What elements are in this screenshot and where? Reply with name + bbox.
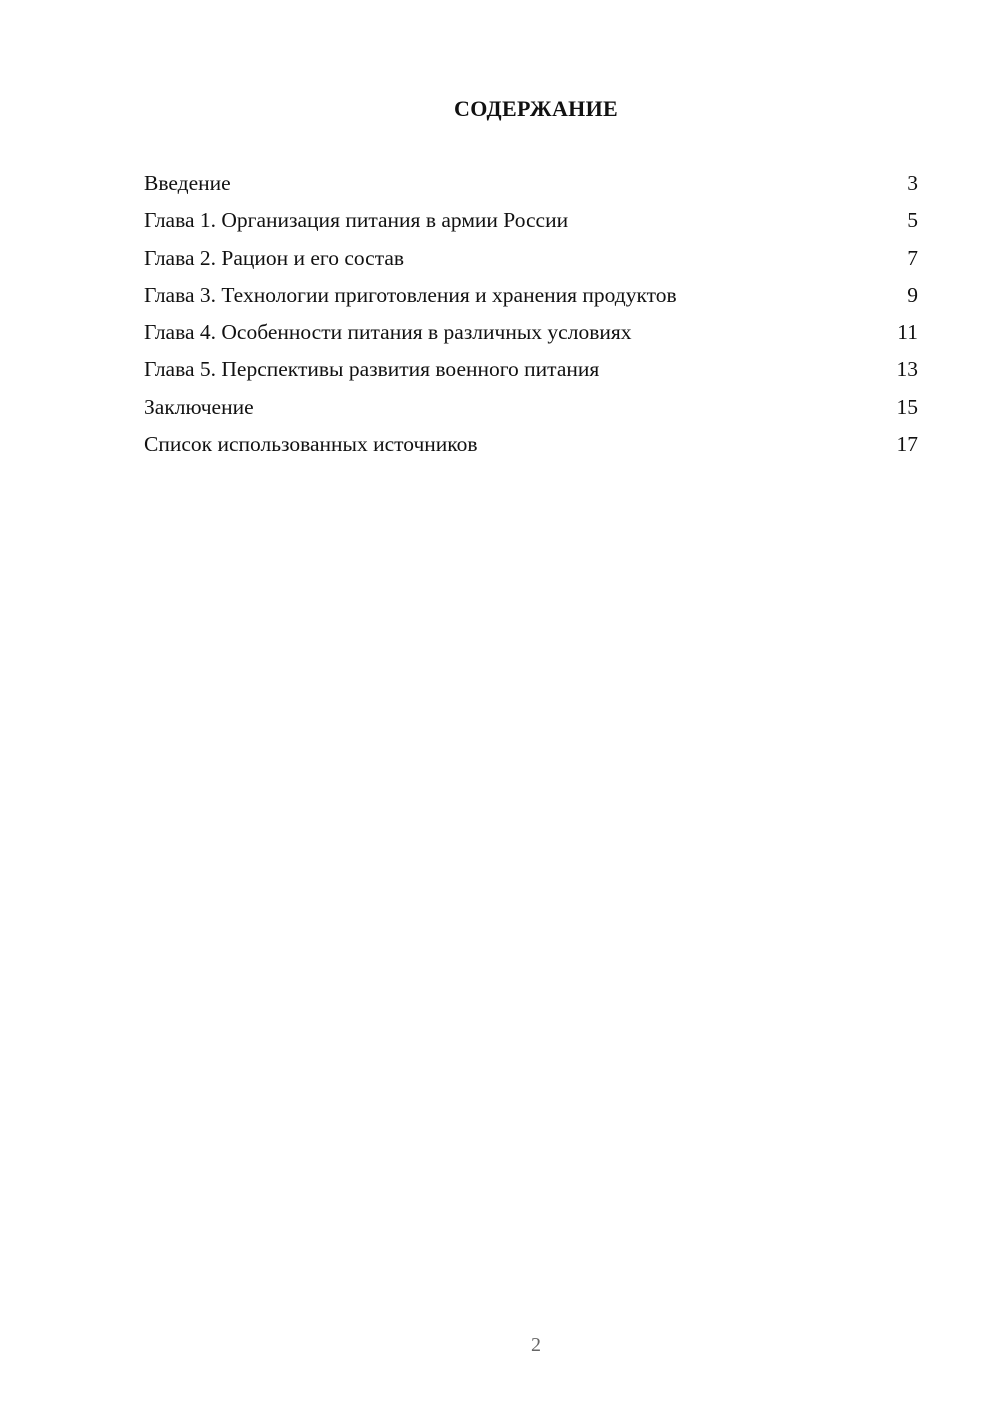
toc-entry-chapter-5[interactable] [144, 357, 918, 394]
page-title: СОДЕРЖАНИЕ [454, 96, 618, 121]
toc-entry-label: Заключение [144, 394, 254, 419]
toc-entry-references[interactable] [144, 432, 918, 469]
toc-entry-page: 11 [897, 320, 918, 345]
toc-entry-page: 3 [907, 171, 918, 195]
toc-entry-label: Глава 5. Перспективы развития военного питания [144, 357, 600, 382]
toc-entry-chapter-2[interactable] [144, 246, 918, 283]
toc-entry-page: 15 [896, 394, 918, 419]
toc-entry-conclusion[interactable] [144, 395, 918, 432]
toc-entry-chapter-1[interactable] [144, 208, 918, 245]
toc-entry-chapter-4[interactable] [144, 320, 918, 357]
toc-entry-label: Глава 3. Технологии приготовления и хранения продуктов [144, 282, 677, 307]
toc-entry-chapter-3[interactable] [144, 283, 918, 320]
toc-entry-label: Список использованных источников [144, 432, 478, 457]
toc-entry-page: 17 [896, 432, 918, 457]
toc-entry-page: 13 [896, 357, 918, 382]
toc-entry-label: Глава 4. Особенности питания в различных условиях [144, 320, 632, 345]
toc-entry-label: Глава 2. Рацион и его состав [144, 245, 405, 270]
toc-entry-introduction[interactable] [144, 171, 918, 208]
toc-entry-label: Глава 1. Организация питания в армии России [144, 208, 569, 233]
page-number: 2 [531, 1334, 541, 1356]
toc-entry-page: 7 [907, 245, 918, 270]
table-of-contents [144, 171, 918, 469]
toc-entry-page: 5 [907, 208, 918, 233]
toc-entry-page: 9 [907, 282, 918, 307]
toc-entry-label: Введение [144, 171, 231, 195]
